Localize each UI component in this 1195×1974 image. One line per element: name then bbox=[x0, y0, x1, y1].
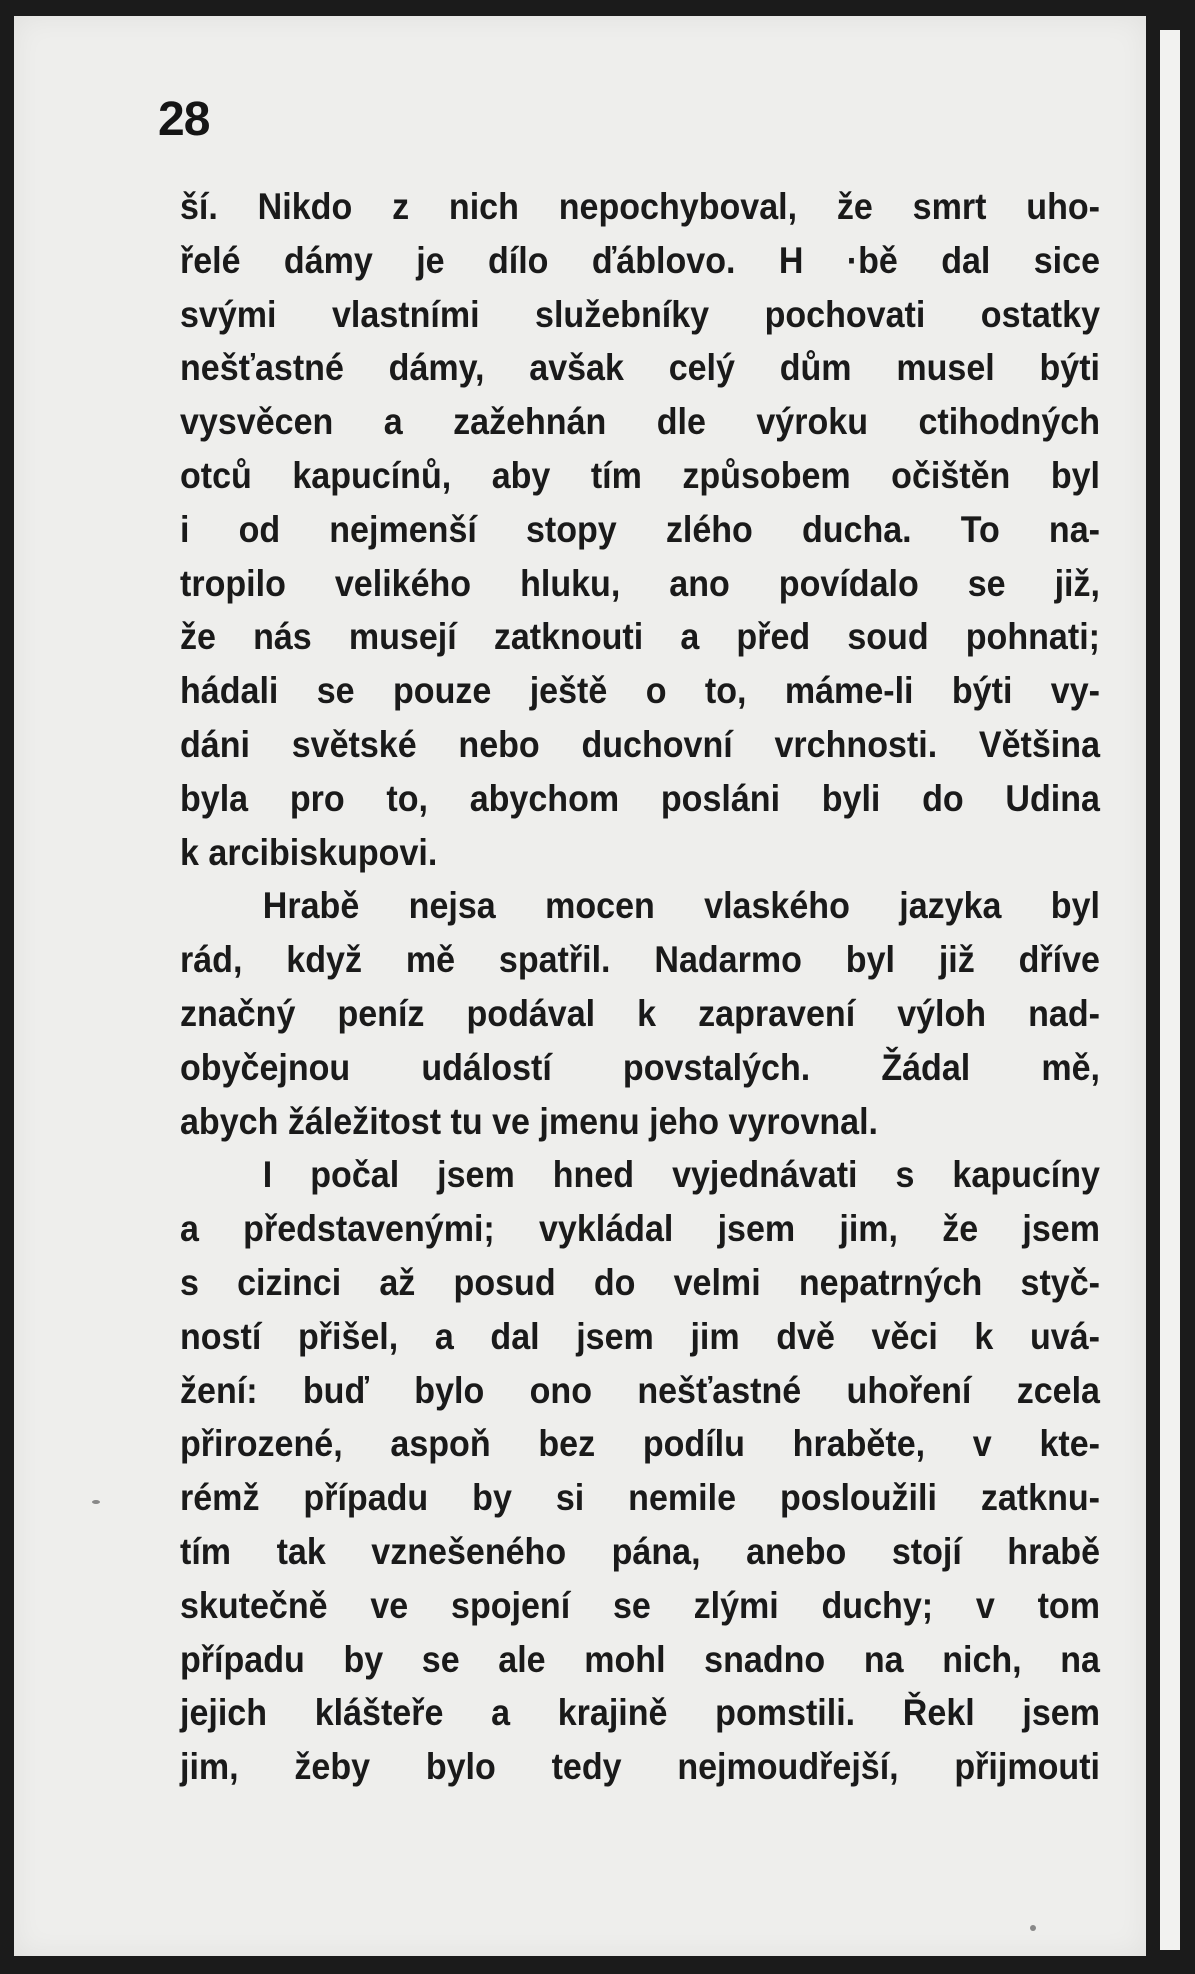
body-text bbox=[180, 180, 1100, 1794]
text-line: jim, žeby bylo tedy nejmoudřejší, přijmouti bbox=[180, 1746, 1100, 1788]
page-number: 28 bbox=[158, 93, 210, 146]
text-line: nešťastné dámy, avšak celý dům musel býti bbox=[180, 347, 1100, 389]
text-line: skutečně ve spojení se zlými duchy; v tom bbox=[180, 1584, 1100, 1626]
text-line: jejich klášteře a krajině pomstili. Řekl jsem bbox=[180, 1692, 1100, 1734]
text-line: svými vlastními služebníky pochovati ostatky bbox=[180, 293, 1100, 335]
text-line: rémž případu by si nemile posloužili zatknu- bbox=[180, 1477, 1100, 1519]
text-line: abych žáležitost tu ve jmenu jeho vyrovnal. bbox=[180, 1100, 879, 1142]
text-line: přirozené, aspoň bez podílu hraběte, v kte- bbox=[180, 1423, 1100, 1465]
paper-speck bbox=[92, 1500, 100, 1504]
text-line: ností přišel, a dal jsem jim dvě věci k uvá- bbox=[180, 1315, 1100, 1357]
text-line: tropilo velikého hluku, ano povídalo se již, bbox=[180, 562, 1100, 604]
text-line: s cizinci až posud do velmi nepatrných styč- bbox=[180, 1261, 1100, 1303]
next-page-edge bbox=[1160, 30, 1180, 1950]
text-line: Hrabě nejsa mocen vlaského jazyka byl bbox=[262, 885, 1100, 927]
text-line: otců kapucínů, aby tím způsobem očištěn byl bbox=[180, 454, 1100, 496]
text-line: řelé dámy je dílo ďáblovo. H ·bě dal sice bbox=[180, 239, 1100, 281]
text-line: k arcibiskupovi. bbox=[180, 831, 438, 873]
paper-speck bbox=[1030, 1925, 1036, 1931]
text-line: značný peníz podával k zapravení výloh nad- bbox=[180, 992, 1100, 1034]
text-line: a představenými; vykládal jsem jim, že jsem bbox=[180, 1208, 1100, 1250]
text-line: ší. Nikdo z nich nepochyboval, že smrt uho- bbox=[180, 186, 1100, 227]
text-line: obyčejnou událostí povstalých. Žádal mě, bbox=[180, 1046, 1100, 1088]
text-line: I počal jsem hned vyjednávati s kapucíny bbox=[262, 1154, 1100, 1196]
text-line: dáni světské nebo duchovní vrchnosti. Většina bbox=[180, 723, 1100, 765]
text-line: tím tak vznešeného pána, anebo stojí hrabě bbox=[180, 1530, 1100, 1572]
text-line: byla pro to, abychom posláni byli do Udina bbox=[180, 777, 1100, 819]
text-line: že nás musejí zatknouti a před soud pohnati; bbox=[180, 616, 1100, 658]
text-line: případu by se ale mohl snadno na nich, na bbox=[180, 1638, 1100, 1680]
text-line: vysvěcen a zažehnán dle výroku ctihodných bbox=[180, 401, 1100, 443]
text-line: žení: buď bylo ono nešťastné uhoření zcela bbox=[180, 1369, 1100, 1411]
text-line: i od nejmenší stopy zlého ducha. To na- bbox=[180, 508, 1100, 550]
text-line: rád, když mě spatřil. Nadarmo byl již dříve bbox=[180, 939, 1100, 981]
text-line: hádali se pouze ještě o to, máme-li býti vy- bbox=[180, 670, 1100, 712]
